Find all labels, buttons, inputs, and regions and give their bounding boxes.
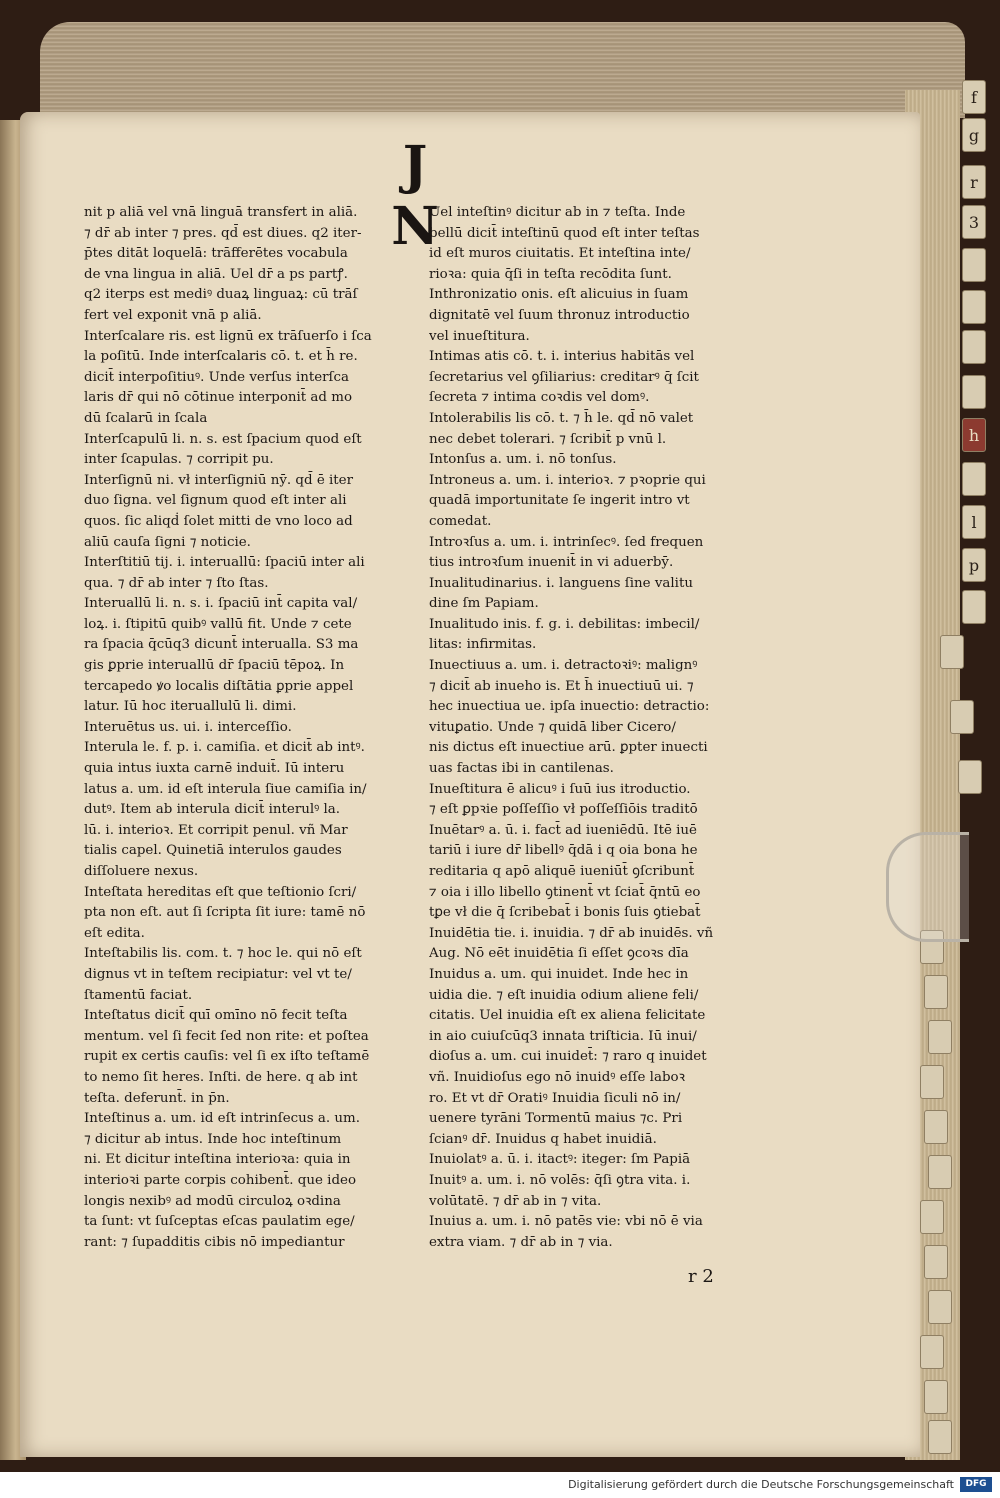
text-line: Inteſtatus dicit̄ quī omīno nō fecit teſta [84, 1008, 348, 1024]
text-line: nis dictus eſt inuectiue arū. ꝑpter inuecti [429, 740, 708, 756]
text-line: id eſt muros ciuitatis. Et inteſtina inte/ [429, 246, 691, 262]
text-line: Inueſtitura ē alicuꝰ i ſuū ius itroductio. [429, 781, 691, 797]
text-line: Inuitꝰ a. um. i. nō volēs: q̄ſi ꝯtra vita. i. [429, 1172, 691, 1188]
thumb-tab-lower [924, 1110, 948, 1144]
text-line: rant: ⁊ ſupadditis cibis nō impediantur [84, 1234, 345, 1250]
text-line: Inteſtinus a. um. id eſt intrinſecus a. um. [84, 1111, 360, 1127]
text-line: comedat. [429, 513, 492, 529]
text-line: latus a. um. id eſt interula ſiue camiſia in/ [84, 781, 367, 797]
text-line: ſecretarius vel ꝯſiliarius: creditarꝰ q̄ ſcit [429, 369, 699, 385]
text-line: Interula le. f. p. i. camiſia. et dicit̄ ab intꝰ. [84, 740, 365, 756]
text-line: interioꝛi parte corpis cohibent̄. que ideo [84, 1172, 357, 1188]
text-line: duo ſigna. vel ſignum quod eſt inter ali [84, 493, 347, 509]
thumb-tab: 3 [962, 205, 986, 239]
thumb-tab: g [962, 118, 986, 152]
thumb-tab: f [962, 80, 986, 114]
text-line: dine ſm Papiam. [429, 596, 539, 612]
text-line: la poſitū. Inde interſcalaris cō. t. et h̄ re. [84, 349, 358, 365]
text-line: Inuiolatꝰ a. ū. i. itactꝰ: iteger: ſm Papiā [429, 1152, 691, 1168]
text-line: nit p aliā vel vnā linguā transfert in aliā. [84, 205, 358, 220]
thumb-tab-lower [928, 1155, 952, 1189]
text-line: quos. ſic aliqḋ ſolet mitti de vno loco ad [84, 513, 353, 529]
signature-mark: r 2 [688, 1266, 714, 1287]
text-line: Interuētus us. ui. i. interceſſio. [84, 719, 292, 735]
text-line: hec inuectiua ue. ipſa inuectio: detractio: [429, 699, 710, 715]
thumb-tab [940, 635, 964, 669]
text-line: ⁊ eſt ꝑpꝛie poſſeſſio vł poſſeſſiōis traditō [429, 802, 698, 818]
text-line: to nemo ſit heres. Inſti. de here. q ab int [84, 1069, 358, 1085]
text-line: Intimas atis cō. t. i. interius habitās vel [429, 349, 695, 365]
thumb-tab-lower [924, 1245, 948, 1279]
thumb-tab [950, 700, 974, 734]
text-line: q2 iterps est mediꝰ duaꝝ linguaꝝ: cū trāſ [84, 287, 358, 303]
text-line: lū. i. interioꝛ. Et corripit penul. vñ Mar [84, 822, 348, 838]
text-line: dutꝰ. Item ab interula dicit̄ interulꝰ la. [84, 802, 341, 818]
text-line: bellū dicit̄ inteſtinū quod eſt inter teſtas [429, 225, 700, 241]
text-line: tercapedo ꝟo localis diſtātia ꝑprie appel [84, 678, 354, 694]
text-line: Interſtitiū tij. i. interuallū: ſpaciū inter ali [84, 555, 365, 571]
text-line: laris dr̄ qui nō cōtinue interponit̄ ad mo [84, 390, 353, 406]
text-line: in aio cuiuſcūq3 innata triſticia. Iū inui/ [429, 1028, 697, 1044]
text-line: loꝝ. i. ſtipitū quibꝰ vallū fit. Unde ⁊ cete [84, 616, 352, 632]
thumb-tab [962, 375, 986, 409]
text-line: Interſcalare ris. est lignū ex trāſuerſo i ſca [84, 328, 372, 344]
text-line: uidia die. ⁊ eſt inuidia odium aliene feli/ [429, 987, 699, 1003]
text-line: nec debet tolerari. ⁊ ſcribit̄ p vnū l. [429, 431, 667, 447]
text-line: dicit̄ interpoſitiuꝰ. Unde verſus interſca [84, 369, 349, 385]
thumb-tab-lower [928, 1290, 952, 1324]
text-line: vituꝑatio. Unde ⁊ quidā liber Cicero/ [429, 719, 676, 735]
text-line: dignus vt in teſtem recipiatur: vel vt te/ [84, 966, 352, 982]
text-line: ⁊ oia i illo libello ꝯtinent̄ vt ſciat̄ q̄ntū eo [429, 884, 701, 900]
text-line: tialis capel. Quinetiā interulos gaudes [84, 843, 342, 859]
text-line: ſcianꝰ dr̄. Inuidus q habet inuidiā. [429, 1131, 657, 1147]
thumb-tab [962, 290, 986, 324]
text-line: qua. ⁊ dr̄ ab inter ⁊ ſto ſtas. [84, 575, 269, 591]
text-line: Inteſtata hereditas eſt que teſtionio ſcri/ [84, 884, 357, 900]
thumb-tab: r [962, 165, 986, 199]
text-line: fert vel exponit vnā p aliā. [84, 307, 262, 323]
text-line: reditaria q apō aliquē iueniūt̄ ꝯſcribunt̄ [429, 864, 695, 879]
text-line: longis nexibꝰ ad modū circuloꝝ oꝛdina [84, 1193, 341, 1209]
text-line: Aug. Nō eēt inuidētia ſi eſſet ꝯcoꝛs dīa [429, 946, 689, 962]
text-line: extra viam. ⁊ dr̄ ab in ⁊ via. [429, 1234, 613, 1250]
text-line: dū ſcalarū in ſcala [84, 410, 208, 426]
thumb-tab [962, 462, 986, 496]
book-top-edge [40, 22, 965, 118]
text-line: Intonſus a. um. i. nō tonſus. [429, 452, 617, 468]
text-line: Inteſtabilis lis. com. t. ⁊ hoc le. qui nō eſt [84, 946, 362, 962]
text-line: uas factas ibi in cantilenas. [429, 761, 614, 777]
text-line: ⁊ dicitur ab intus. Inde hoc inteſtinum [84, 1131, 342, 1147]
text-line: Inuectiuus a. um. i. detractoꝛiꝰ: malignꝰ [429, 658, 698, 674]
dfg-logo: DFG [960, 1477, 992, 1492]
text-line: rioꝛa: quia q̄ſi in teſta recōdita ſunt. [429, 266, 672, 282]
text-line: Introneus a. um. i. interioꝛ. ⁊ pꝛoprie qui [429, 472, 706, 488]
text-line: tariū i iure dr̄ libellꝰ q̄dā i q oia bona he [429, 843, 698, 859]
text-line: ro. Et vt dr̄ Oratiꝰ Inuidia ſiculi nō in/ [429, 1090, 681, 1106]
page-clip [886, 832, 969, 942]
text-line: ſtamentū faciat. [84, 987, 193, 1003]
text-line: inter ſcapulas. ⁊ corripit pu. [84, 452, 274, 468]
text-line: gis ꝑprie interuallū dr̄ ſpaciū tēpoꝝ. In [84, 658, 345, 674]
text-line: eſt edita. [84, 925, 145, 941]
text-line: rupit ex certis cauſis: vel ſi ex iſto teſtamē [84, 1049, 370, 1065]
text-line: Uel inteſtinꝰ dicitur ab in ⁊ teſta. Inde [429, 205, 686, 220]
text-line: Interuallū li. n. s. i. ſpaciū int̄ capita val/ [84, 596, 358, 612]
text-line: citatis. Uel inuidia eſt ex aliena felicitate [429, 1008, 706, 1024]
text-line: de vna lingua in aliā. Uel dr̄ a ps partꝭ. [84, 266, 348, 282]
text-column-left [84, 203, 408, 1253]
footer-bar [0, 1472, 1000, 1498]
text-line: ni. Et dicitur inteſtina interioꝛa: quia in [84, 1152, 351, 1168]
thumb-tab [962, 248, 986, 282]
thumb-tab: l [962, 505, 986, 539]
text-line: Inuidus a. um. qui inuidet. Inde hec in [429, 966, 689, 982]
text-line: Intolerabilis lis cō. t. ⁊ h̄ le. qd̄ nō valet [429, 410, 694, 426]
text-line: Inuētarꝰ a. ū. i. fact̄ ad iueniēdū. Itē iuē [429, 822, 697, 838]
text-line: quia intus iuxta carnē induit̄. Iū interu [84, 761, 345, 777]
page-heading: J N [391, 135, 459, 257]
text-line: ta ſunt: vt ſuſceptas eſcas paulatim ege/ [84, 1214, 355, 1230]
text-line: pta non eſt. aut ſi ſcripta ſit iure: tamē nō [84, 905, 366, 921]
thumb-tab: h [962, 418, 986, 452]
text-line: mentum. vel ſi fecit ſed non rite: et poſtea [84, 1028, 369, 1044]
text-line: vñ. Inuidioſus ego nō inuidꝰ eſſe laboꝛ [429, 1069, 685, 1085]
thumb-tab-lower [920, 1200, 944, 1234]
footer-credit: Digitalisierung gefördert durch die Deutsche Forschungsgemeinschaft [568, 1478, 954, 1491]
text-line: vel inueſtitura. [429, 328, 530, 344]
text-line: Inthronizatio onis. eſt alicuius in ſuam [429, 287, 689, 303]
text-line: latur. Iū hoc iteruallulū li. dimi. [84, 699, 297, 715]
text-line: volūtatē. ⁊ dr̄ ab in ⁊ vita. [429, 1193, 602, 1209]
text-line: tius introꝛſum inuenit̄ in vi aduerbȳ. [429, 555, 674, 571]
thumb-tab-lower [924, 1380, 948, 1414]
thumb-tab [962, 330, 986, 364]
thumb-tab-lower [920, 1065, 944, 1099]
text-line: ſecreta ⁊ intima coꝛdis vel domꝰ. [429, 390, 650, 406]
text-line: diſſoluere nexus. [84, 864, 199, 879]
text-line: Inuidētia tie. i. inuidia. ⁊ dr̄ ab inuidēs. vñ [429, 925, 714, 941]
thumb-tab-lower [920, 1335, 944, 1369]
thumb-tab-lower [924, 975, 948, 1009]
text-line: litas: infirmitas. [429, 637, 537, 653]
text-line: teſta. deferunt̄. in p̄n. [84, 1090, 230, 1106]
text-line: ⁊ dicit̄ ab inueho is. Et h̄ inuectiuū ui. ⁊ [429, 678, 694, 694]
text-line: ⁊ dr̄ ab inter ⁊ pres. qd̄ est diues. q2 iter- [84, 225, 362, 241]
text-line: quadā importunitate ſe ingerit intro vt [429, 493, 690, 509]
text-line: tꝑe vł die q̄ ſcribebat̄ i bonis ſuis ꝯtiebat̄ [429, 905, 701, 921]
text-column-right [429, 203, 761, 1253]
text-line: aliū cauſa ſigni ⁊ noticie. [84, 534, 251, 550]
thumb-tab-lower [928, 1020, 952, 1054]
text-line: p̄tes ditāt loquelā: trāfferētes vocabula [84, 246, 348, 262]
thumb-tab-lower [928, 1420, 952, 1454]
text-line: uenere tyrāni Tormentū maius ⁊c. Pri [429, 1111, 683, 1127]
thumb-tab: p [962, 548, 986, 582]
thumb-tab [958, 760, 982, 794]
text-line: dignitatē vel ſuum thronuz introductio [429, 307, 690, 323]
text-line: Inualitudinarius. i. languens ſine valitu [429, 575, 693, 591]
text-line: dioſus a. um. cui inuidet̄: ⁊ raro q inuidet [429, 1049, 707, 1065]
text-line: Inualitudo inis. f. g. i. debilitas: imbecil/ [429, 616, 700, 632]
text-line: Inuius a. um. i. nō patēs vie: vbi nō ē via [429, 1214, 703, 1230]
text-line: ra ſpacia q̄cūq3 dicunt̄ interualla. S3 ma [84, 637, 359, 653]
thumb-tab [962, 590, 986, 624]
text-line: Interſignū ni. vł interſigniū nȳ. qd̄ ē iter [84, 472, 354, 488]
text-line: Introꝛſus a. um. i. intrinſecꝰ. ſed frequen [429, 534, 704, 550]
text-line: Interſcapulū li. n. s. est ſpacium quod eſt [84, 431, 362, 447]
